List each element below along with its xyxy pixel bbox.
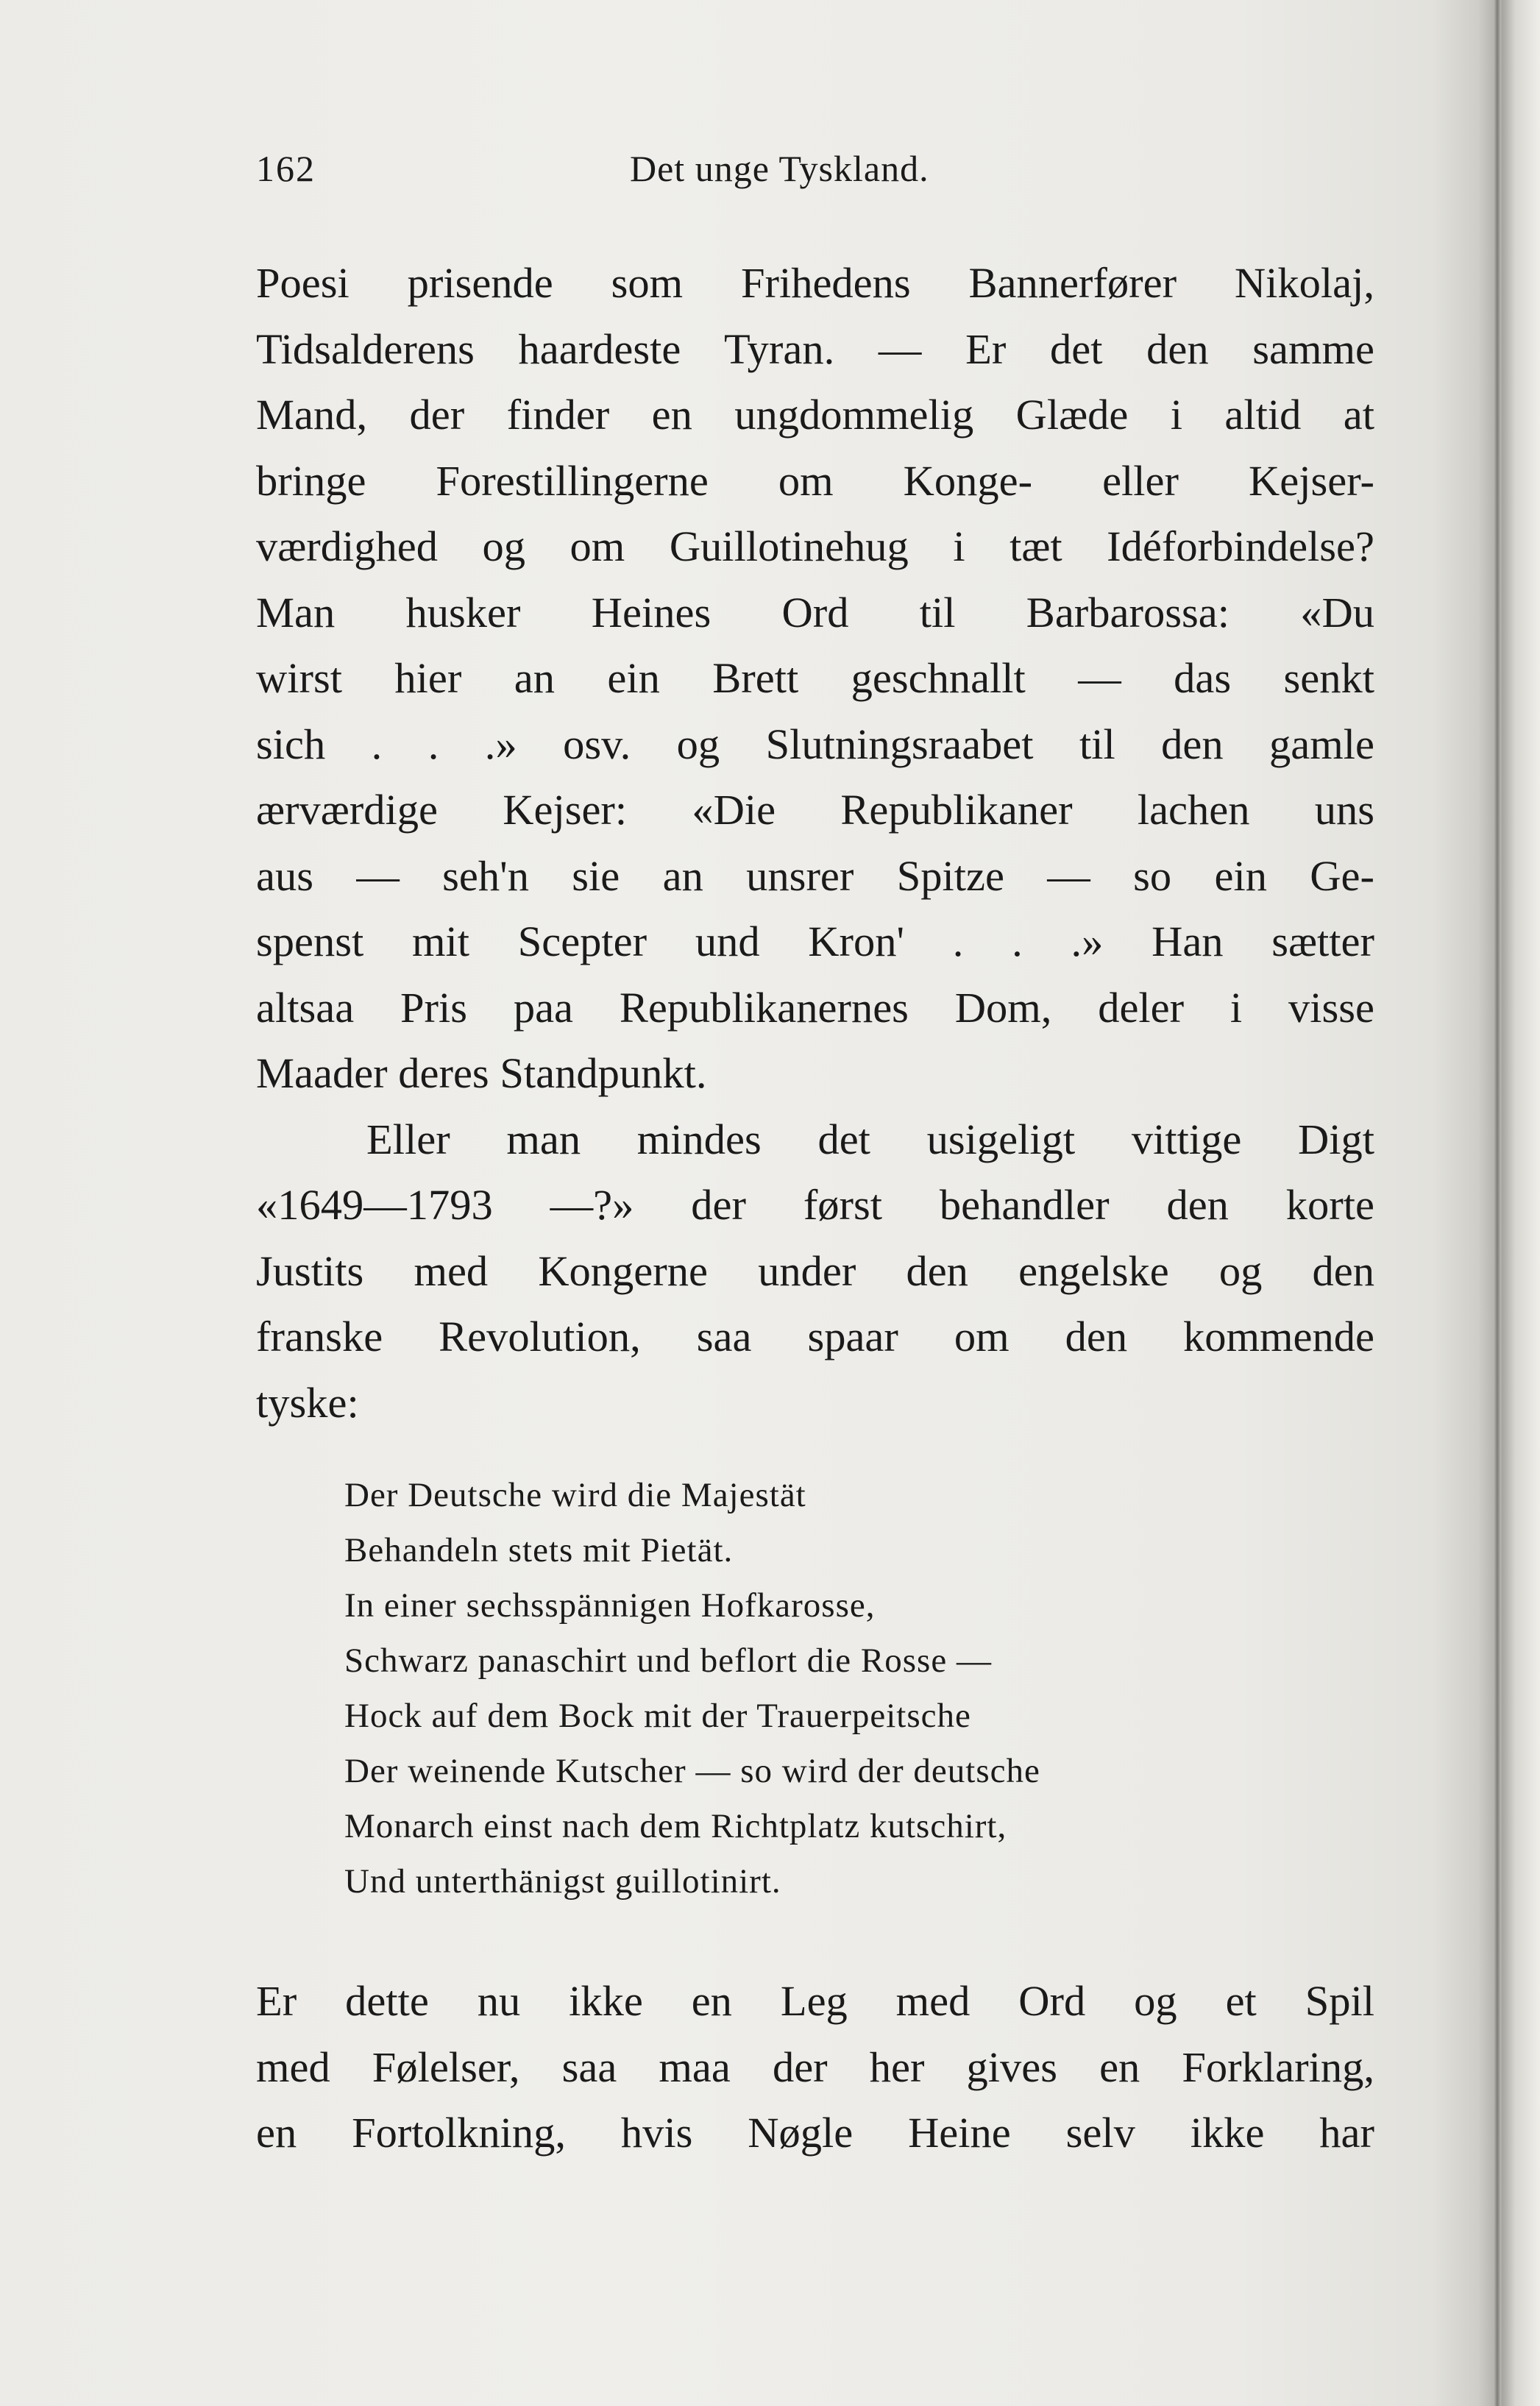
text-line: ærværdige Kejser: «Die Republikaner lachen uns bbox=[256, 786, 1374, 834]
page-number: 162 bbox=[256, 148, 316, 189]
page-header bbox=[256, 147, 1360, 199]
body-text-continued bbox=[256, 1968, 1374, 2166]
text-line: «1649—1793 —?» der først behandler den korte bbox=[256, 1181, 1374, 1229]
text-line: Eller man mindes det usigeligt vittige Digt bbox=[366, 1115, 1374, 1163]
text-line: en Fortolkning, hvis Nøgle Heine selv ikke har bbox=[256, 2109, 1374, 2157]
text-line: Poesi prisende som Frihedens Bannerfører Nikolaj, bbox=[256, 259, 1374, 307]
running-title: Det unge Tyskland. bbox=[630, 148, 929, 189]
text-line: Maader deres Standpunkt. bbox=[256, 1049, 707, 1097]
poem-line: In einer sechsspännigen Hofkarosse, bbox=[344, 1586, 876, 1625]
text-line: Tidsalderens haardeste Tyran. — Er det den samme bbox=[256, 324, 1374, 373]
poem-line: Monarch einst nach dem Richtplatz kutschirt, bbox=[344, 1807, 1007, 1845]
text-line: tyske: bbox=[256, 1378, 359, 1427]
poem-line: Der weinende Kutscher — so wird der deutsche bbox=[344, 1752, 1040, 1790]
poem-line: Schwarz panaschirt und beflort die Rosse — bbox=[344, 1642, 992, 1680]
poem-block bbox=[344, 1468, 1338, 1909]
poem-line: Behandeln stets mit Pietät. bbox=[344, 1531, 734, 1569]
text-line: franske Revolution, saa spaar om den kommende bbox=[256, 1313, 1374, 1360]
page-binding-edge bbox=[1494, 0, 1501, 2406]
body-text bbox=[256, 250, 1374, 1436]
text-line: wirst hier an ein Brett geschnallt — das senkt bbox=[256, 654, 1374, 702]
poem-line: Der Deutsche wird die Majestät bbox=[344, 1476, 806, 1514]
poem-line: Hock auf dem Bock mit der Trauerpeitsche bbox=[344, 1697, 971, 1735]
text-line: aus — seh'n sie an unsrer Spitze — so ein Ge- bbox=[256, 851, 1374, 900]
text-line: værdighed og om Guillotinehug i tæt Idéforbindelse? bbox=[256, 522, 1374, 570]
text-line: Man husker Heines Ord til Barbarossa: «Du bbox=[256, 588, 1374, 636]
text-line: altsaa Pris paa Republikanernes Dom, deler i visse bbox=[256, 983, 1374, 1032]
text-line: sich . . .» osv. og Slutningsraabet til den gamle bbox=[256, 720, 1374, 768]
text-line: spenst mit Scepter und Kron' . . .» Han sætter bbox=[256, 918, 1374, 965]
text-line: bringe Forestillingerne om Konge- eller Kejser- bbox=[256, 456, 1374, 505]
text-line: med Følelser, saa maa der her gives en Forklaring, bbox=[256, 2043, 1374, 2091]
text-line: Mand, der finder en ungdommelig Glæde i altid at bbox=[256, 391, 1374, 439]
text-line: Er dette nu ikke en Leg med Ord og et Spil bbox=[256, 1977, 1374, 2025]
poem-line: Und unterthänigst guillotinirt. bbox=[344, 1862, 781, 1901]
text-line: Justits med Kongerne under den engelske og den bbox=[256, 1246, 1374, 1295]
